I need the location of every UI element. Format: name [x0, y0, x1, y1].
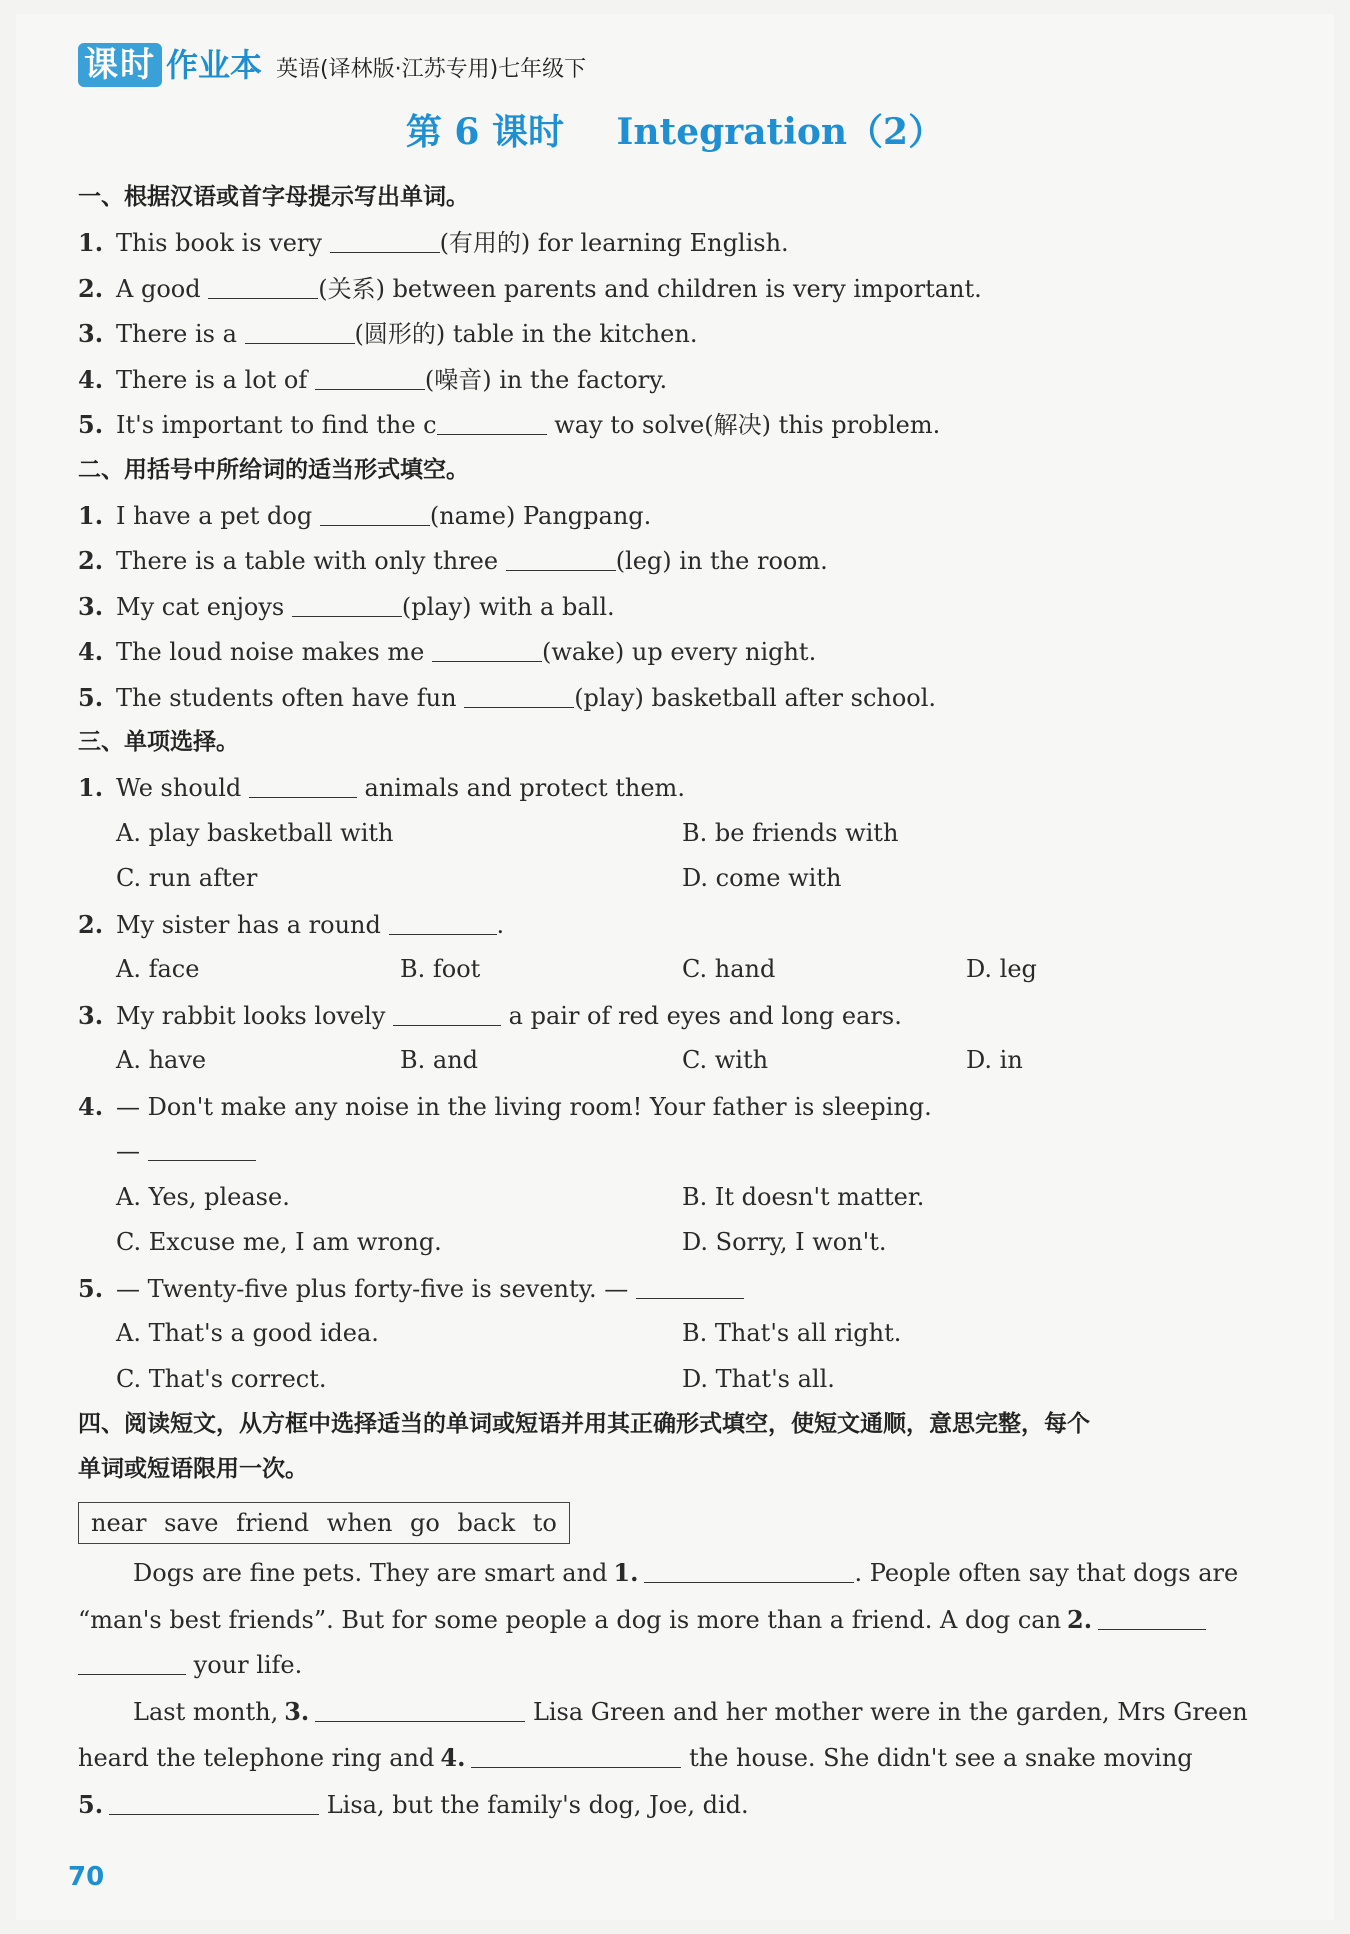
- question-line: 2. A good (关系) between parents and children is very important.: [78, 273, 982, 303]
- option-b[interactable]: B. be friends with: [682, 818, 899, 847]
- lesson-title: [0, 104, 1350, 155]
- answer-blank[interactable]: [292, 590, 402, 617]
- options-row: [78, 856, 1258, 902]
- worksheet-content: [78, 175, 1258, 1828]
- option-c[interactable]: C. run after: [116, 864, 258, 892]
- word-box: near save friend when go back to: [78, 1502, 570, 1544]
- answer-blank[interactable]: [636, 1272, 744, 1299]
- answer-blank[interactable]: [432, 635, 542, 662]
- reading-passage: [78, 1550, 1258, 1828]
- option-d[interactable]: D. Sorry, I won't.: [682, 1228, 887, 1256]
- answer-blank[interactable]: [393, 999, 501, 1026]
- header-brand: [78, 40, 586, 87]
- options-row: [78, 1311, 1258, 1357]
- answer-blank[interactable]: [1098, 1603, 1206, 1630]
- options-row: [78, 1357, 1258, 1403]
- option-a[interactable]: A. Yes, please.: [116, 1182, 290, 1211]
- page-number: 70: [68, 1862, 105, 1892]
- option-b[interactable]: B. It doesn't matter.: [682, 1182, 925, 1211]
- option-c[interactable]: C. That's correct.: [116, 1364, 327, 1393]
- section3-heading: 三、单项选择。: [78, 729, 239, 755]
- option-d[interactable]: D. That's all.: [682, 1364, 835, 1393]
- question-line: 4. — Don't make any noise in the living room! Your father is sleeping.: [78, 1091, 932, 1121]
- reply-line: —: [78, 1129, 1258, 1175]
- answer-blank[interactable]: [208, 272, 318, 299]
- question-line: 2. There is a table with only three (leg) in the room.: [78, 546, 828, 575]
- option-d[interactable]: D. come with: [682, 864, 842, 892]
- question-line: 4. The loud noise makes me (wake) up every night.: [78, 637, 817, 666]
- lesson-number: 第 6 课时: [405, 111, 564, 153]
- options-row: [78, 1220, 1258, 1266]
- answer-blank[interactable]: [245, 317, 355, 344]
- lesson-topic: Integration（2）: [616, 111, 945, 153]
- options-row: [78, 811, 1258, 857]
- answer-blank[interactable]: [464, 681, 574, 708]
- paragraph: Dogs are fine pets. They are smart and 1. . People often say that dogs are: [133, 1558, 1239, 1587]
- paragraph-cont: 5. Lisa, but the family's dog, Joe, did.: [78, 1789, 749, 1819]
- answer-blank[interactable]: [389, 908, 497, 935]
- question-line: 1. This book is very (有用的) for learning English.: [78, 228, 789, 257]
- option-c[interactable]: C. hand: [682, 955, 776, 983]
- option-a[interactable]: A. have: [116, 1046, 207, 1074]
- options-row: [78, 947, 1258, 993]
- question-line: 5. — Twenty-five plus forty-five is seventy. —: [78, 1266, 1258, 1312]
- paragraph: Last month, 3. Lisa Green and her mother were in the garden, Mrs Green: [133, 1696, 1248, 1726]
- option-a[interactable]: A. play basketball with: [116, 818, 394, 847]
- option-d[interactable]: D. in: [966, 1046, 1023, 1074]
- answer-blank[interactable]: [330, 226, 440, 253]
- question-line: 4. There is a lot of (噪音) in the factory.: [78, 364, 668, 394]
- answer-blank[interactable]: [109, 1788, 319, 1815]
- option-c[interactable]: C. with: [682, 1046, 769, 1074]
- option-d[interactable]: D. leg: [966, 955, 1037, 983]
- answer-blank[interactable]: [471, 1741, 681, 1768]
- question-line: 5. It's important to find the c way to solve(解决) this problem.: [78, 410, 941, 439]
- options-row: [78, 1038, 1258, 1084]
- answer-blank[interactable]: [437, 408, 547, 435]
- option-b[interactable]: B. foot: [400, 955, 481, 983]
- question-line: 3. There is a (圆形的) table in the kitchen.: [78, 319, 698, 348]
- section4-heading: 四、阅读短文，从方框中选择适当的单词或短语并用其正确形式填空，使短文通顺，意思完整，每个: [78, 1411, 1090, 1437]
- question-line: 3. My cat enjoys (play) with a ball.: [78, 591, 615, 621]
- question-line: 1. I have a pet dog (name) Pangpang.: [78, 500, 652, 530]
- paragraph-cont: your life.: [78, 1643, 1258, 1689]
- option-a[interactable]: A. That's a good idea.: [116, 1319, 379, 1347]
- section4-heading-cont: 单词或短语限用一次。: [78, 1456, 308, 1482]
- answer-blank[interactable]: [148, 1134, 256, 1161]
- brand-logo: 课时: [78, 43, 162, 87]
- options-row: [78, 1175, 1258, 1221]
- option-c[interactable]: C. Excuse me, I am wrong.: [116, 1228, 442, 1256]
- brand-name: 作业本: [166, 46, 263, 84]
- paragraph-cont: heard the telephone ring and 4. the house. She didn't see a snake moving: [78, 1743, 1193, 1772]
- answer-blank[interactable]: [315, 1695, 525, 1722]
- section1-heading: 一、根据汉语或首字母提示写出单词。: [78, 184, 469, 210]
- answer-blank[interactable]: [249, 771, 357, 798]
- option-a[interactable]: A. face: [116, 955, 200, 983]
- section2-heading: 二、用括号中所给词的适当形式填空。: [78, 456, 469, 483]
- answer-blank[interactable]: [315, 363, 425, 390]
- question-line: 2. My sister has a round .: [78, 909, 505, 939]
- answer-blank[interactable]: [644, 1556, 854, 1583]
- answer-blank[interactable]: [320, 499, 430, 526]
- question-line: 3. My rabbit looks lovely a pair of red eyes and long ears.: [78, 1000, 902, 1030]
- answer-blank[interactable]: [506, 544, 616, 571]
- question-line: 5. The students often have fun (play) basketball after school.: [78, 682, 937, 712]
- answer-blank[interactable]: [78, 1648, 186, 1675]
- option-b[interactable]: B. That's all right.: [682, 1319, 902, 1347]
- paragraph-cont: “man's best friends”. But for some people a dog is more than a friend. A dog can 2.: [78, 1597, 1258, 1644]
- option-b[interactable]: B. and: [400, 1046, 479, 1074]
- subject-label: 英语(译林版·江苏专用)七年级下: [276, 57, 587, 82]
- question-line: 1. We should animals and protect them.: [78, 773, 685, 802]
